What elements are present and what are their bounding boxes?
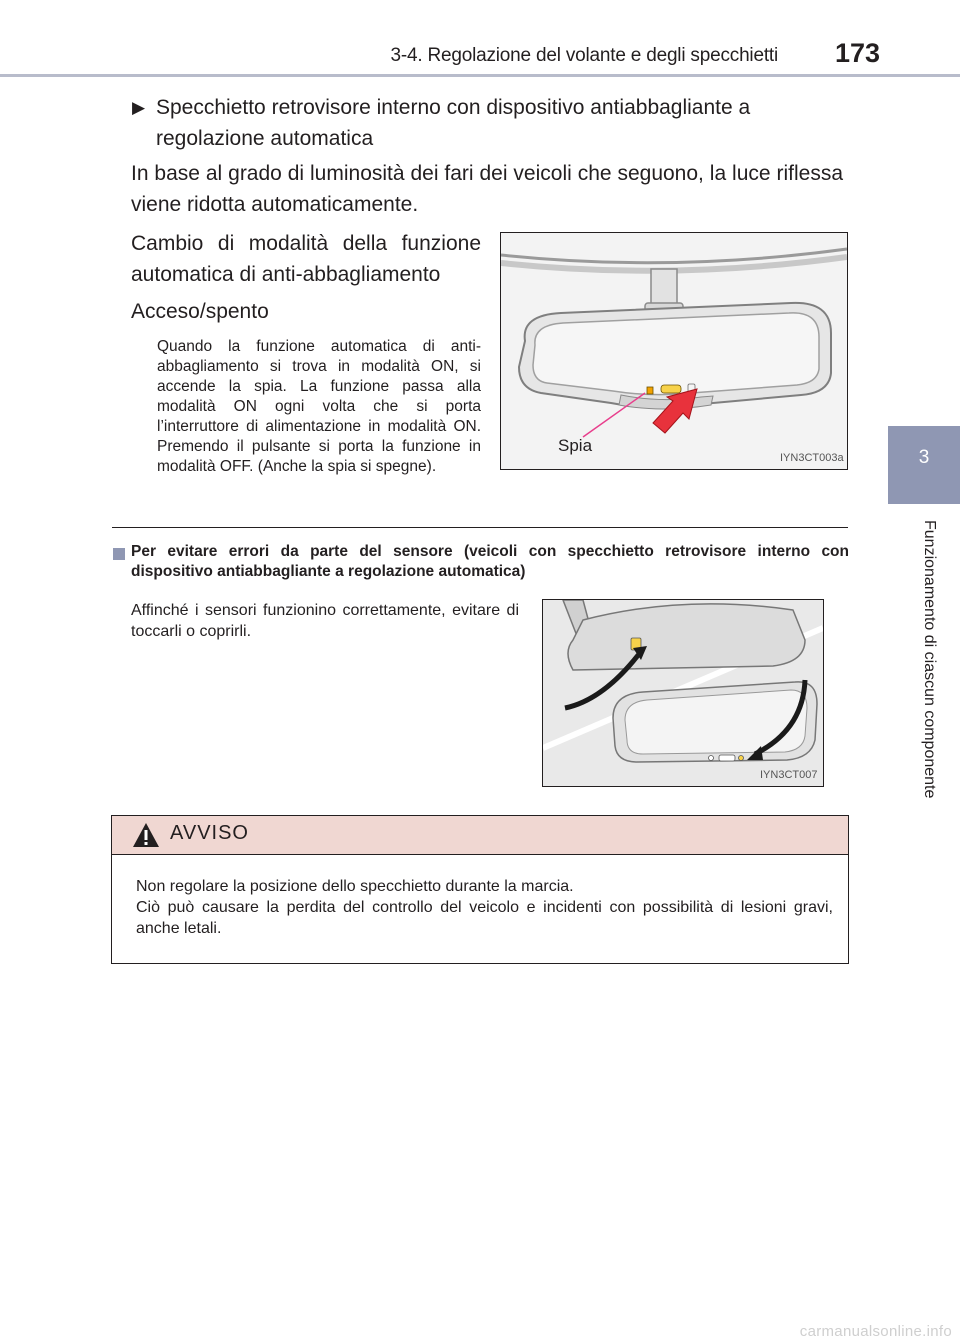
section-separator (112, 527, 848, 528)
warning-triangle-icon (132, 822, 160, 848)
watermark: carmanualsonline.info (799, 1323, 952, 1340)
triangle-bullet-icon: ▶ (132, 98, 146, 117)
onoff-label: Acceso/spento (131, 300, 269, 323)
header-rule (0, 74, 960, 77)
sensor-location-figure (542, 599, 824, 787)
section-heading: Specchietto retrovisore interno con dispositivo antiabbagliante a regolazione automatica (156, 96, 751, 150)
mirror-illustration (501, 233, 847, 469)
square-bullet-icon (113, 548, 125, 560)
chapter-number: 3 (918, 447, 930, 468)
sensor-illustration (543, 600, 823, 786)
figure1-code: IYN3CT003a (780, 452, 844, 464)
mirror-indicator-figure (500, 232, 848, 470)
warning-line: Non regolare la posizione dello specchietto durante la marcia. (136, 878, 574, 895)
indicator-label: Spia (558, 436, 593, 455)
warning-line: Ciò può causare la perdita del controllo del veicolo e incidenti con possibilità di lesioni gravi, anche letali. (136, 899, 833, 937)
sensor-heading: Per evitare errori da parte del sensore (veicoli con specchietto retrovisore interno con dispositivo antiabbagliante a regolazione automatica) (131, 543, 849, 580)
onoff-description: Quando la funzione automatica di anti-abbagliamento si trova in modalità ON, si accende la spia. La funzione passa alla modalità ON ogni volta che si porta l’interruttore di alimentazione in modalità ON. Premendo il pulsante si porta la funzione in modalità OFF. (Anche la spia si spegne). (157, 338, 481, 475)
sensor-paragraph: Affinché i sensori funzionino correttamente, evitare di toccarli o coprirli. (131, 602, 519, 640)
figure2-code: IYN3CT007 (760, 769, 818, 781)
page-number: 173 (834, 38, 880, 68)
warning-title: AVVISO (170, 822, 249, 844)
warning-text (136, 876, 833, 939)
header-section-title: 3-4. Regolazione del volante e degli specchietti (390, 45, 778, 66)
mode-change-title: Cambio di modalità della funzione automatica di anti-abbagliamento (131, 232, 481, 286)
intro-paragraph: In base al grado di luminosità dei fari dei veicoli che seguono, la luce riflessa viene ridotta automaticamente. (131, 162, 843, 216)
chapter-title: Funzionamento di ciascun componente (921, 520, 938, 799)
